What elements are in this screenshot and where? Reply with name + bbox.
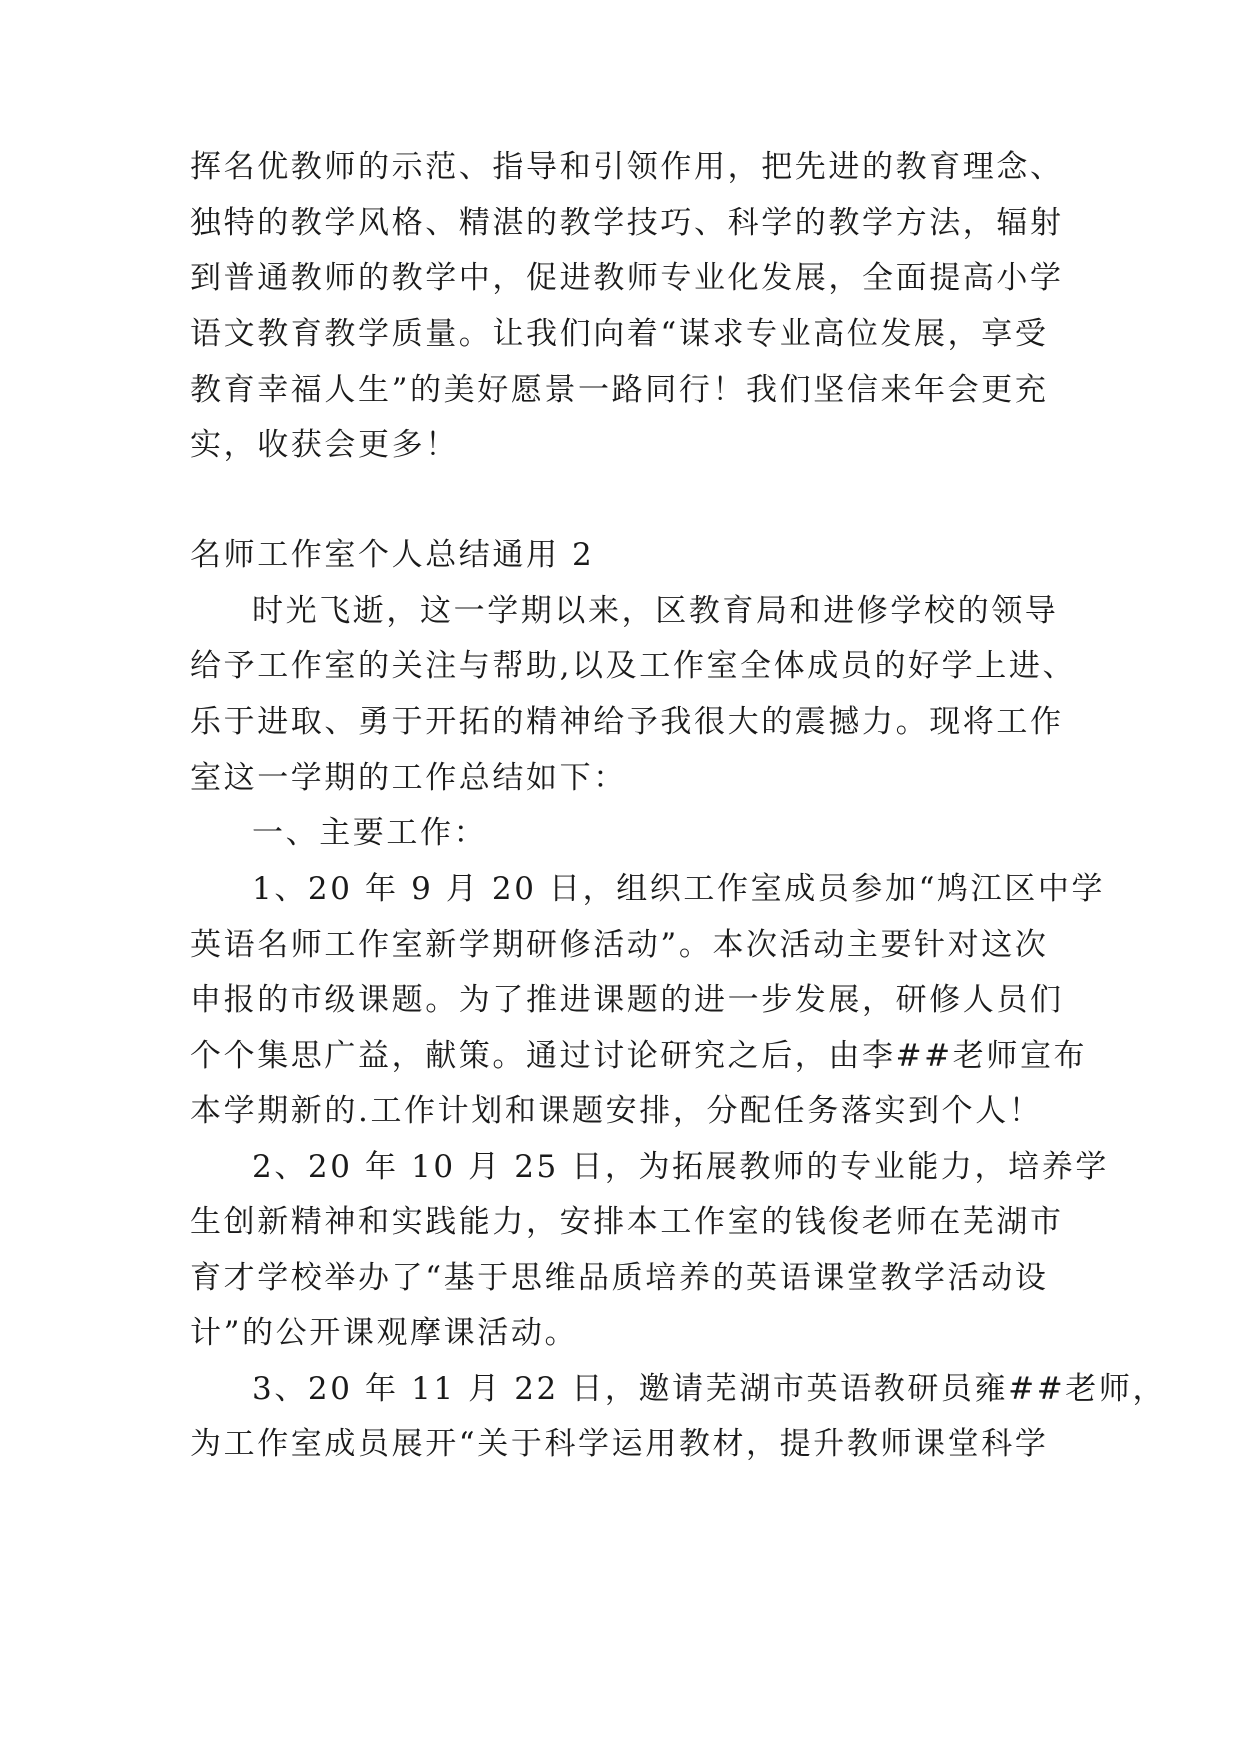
- text-line: 为工作室成员展开“关于科学运用教材，提升教师课堂科学: [190, 1426, 1049, 1462]
- text-line: 室这一学期的工作总结如下：: [190, 760, 627, 796]
- text-line: 个个集思广益，献策。通过讨论研究之后，由李##老师宣布: [190, 1038, 1088, 1074]
- text-line: 时光飞逝，这一学期以来，区教育局和进修学校的领导: [252, 593, 1059, 629]
- text-line: 教育幸福人生”的美好愿景一路同行！我们坚信来年会更充: [190, 372, 1049, 408]
- text-line: 3、20 年 11 月 22 日，邀请芜湖市英语教研员雍##老师，: [252, 1371, 1167, 1407]
- text-line: 1、20 年 9 月 20 日，组织工作室成员参加“鸠江区中学: [252, 871, 1106, 907]
- text-line: 英语名师工作室新学期研修活动”。本次活动主要针对这次: [190, 927, 1049, 963]
- section-title: 名师工作室个人总结通用 2: [190, 537, 595, 573]
- text-line: 挥名优教师的示范、指导和引领作用，把先进的教育理念、: [190, 149, 1064, 185]
- text-line: 到普通教师的教学中，促进教师专业化发展，全面提高小学: [190, 260, 1064, 296]
- text-line: 2、20 年 10 月 25 日，为拓展教师的专业能力，培养学: [252, 1149, 1109, 1185]
- text-line: 独特的教学风格、精湛的教学技巧、科学的教学方法，辐射: [190, 205, 1064, 241]
- text-line: 本学期新的.工作计划和课题安排，分配任务落实到个人！: [190, 1093, 1043, 1129]
- text-line: 乐于进取、勇于开拓的精神给予我很大的震撼力。现将工作: [190, 704, 1064, 740]
- text-line: 语文教育教学质量。让我们向着“谋求专业高位发展，享受: [190, 316, 1049, 352]
- text-line: 实，收获会更多！: [190, 427, 459, 463]
- section-heading: 一、主要工作：: [252, 815, 488, 851]
- text-line: 计”的公开课观摩课活动。: [190, 1315, 579, 1351]
- text-line: 生创新精神和实践能力，安排本工作室的钱俊老师在芜湖市: [190, 1204, 1064, 1240]
- text-line: 育才学校举办了“基于思维品质培养的英语课堂教学活动设: [190, 1260, 1049, 1296]
- text-line: 给予工作室的关注与帮助,以及工作室全体成员的好学上进、: [190, 648, 1077, 684]
- text-line: 申报的市级课题。为了推进课题的进一步发展，研修人员们: [190, 982, 1064, 1018]
